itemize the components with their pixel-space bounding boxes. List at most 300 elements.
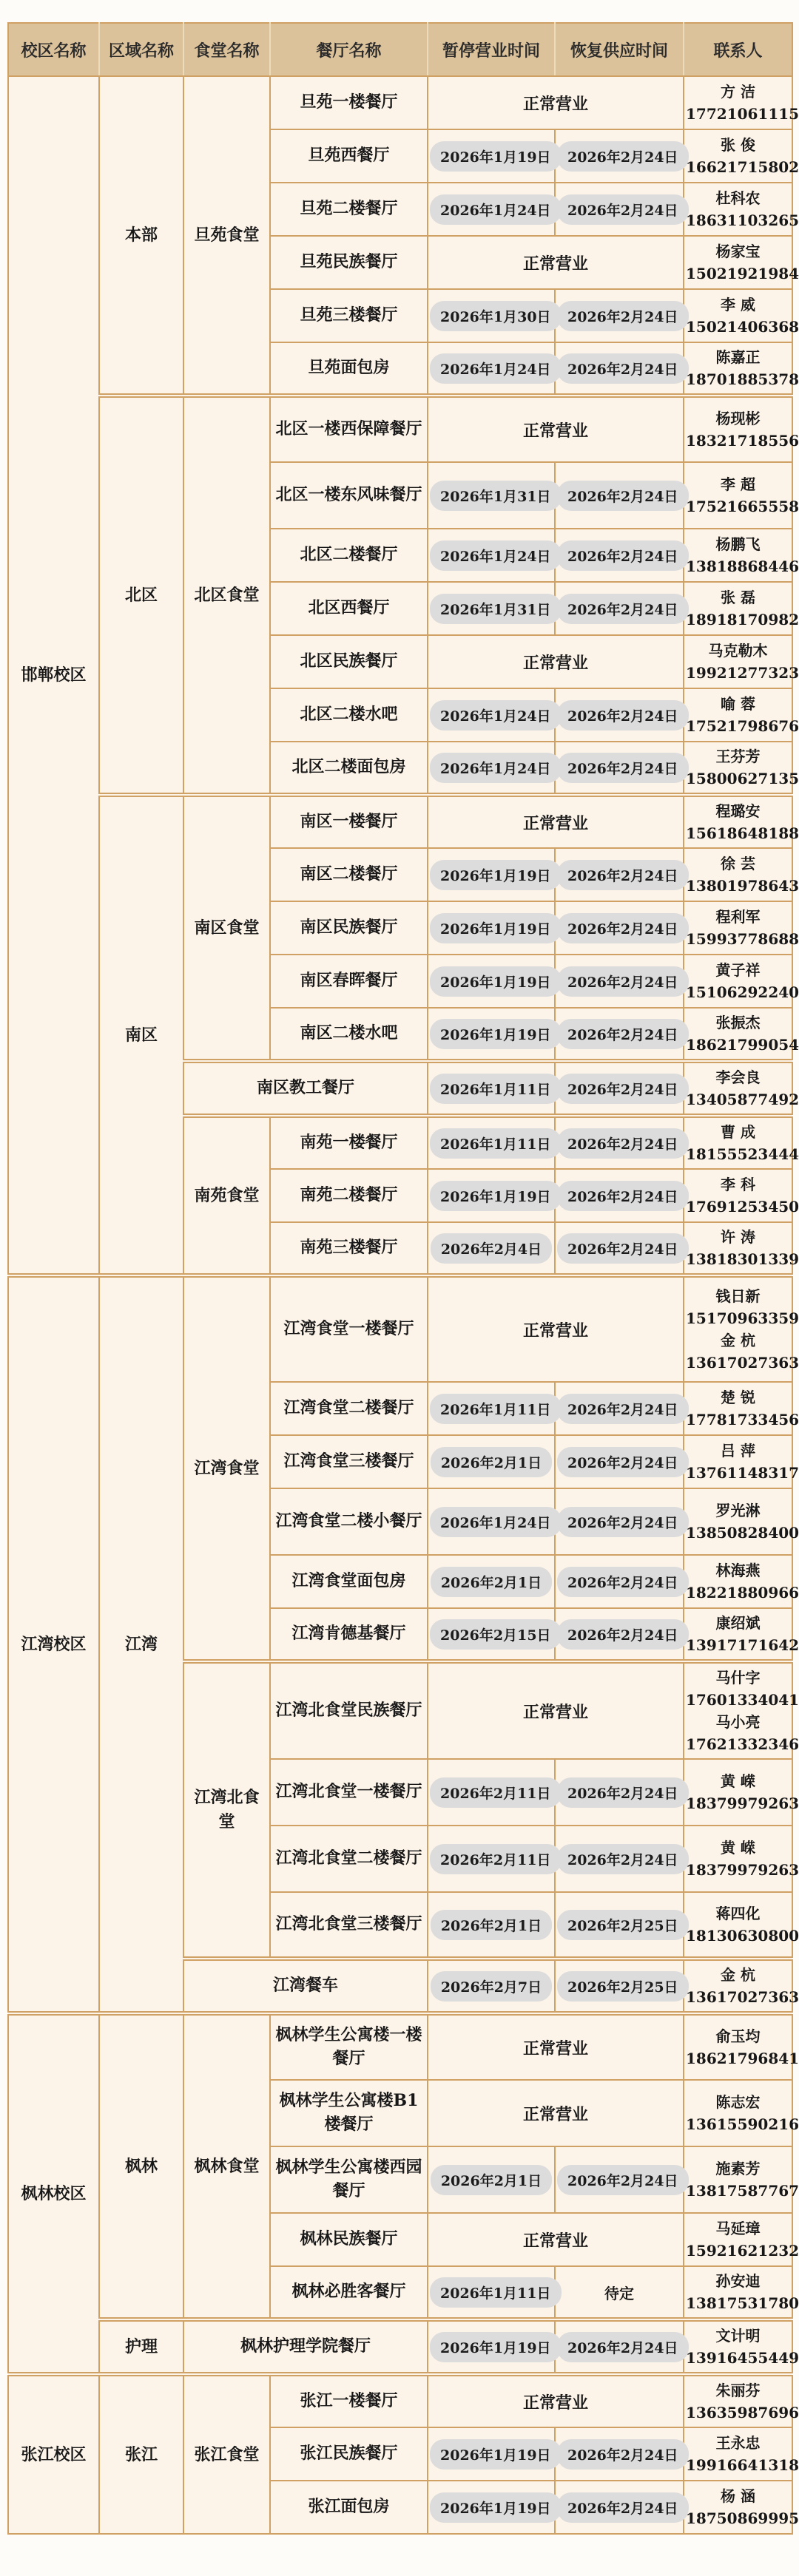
restaurant-cell: 旦苑三楼餐厅 <box>270 289 428 342</box>
suspend-date-cell <box>428 129 555 183</box>
resume-date-badge: 2026年2月24日 <box>557 1074 689 1104</box>
contact-name: 程璐安 <box>715 802 761 820</box>
restaurant-cell: 江湾北食堂二楼餐厅 <box>270 1826 428 1892</box>
contact-cell <box>684 1608 799 1661</box>
contact-phone: 18750869995 <box>686 2509 799 2527</box>
resume-date-cell <box>555 901 684 955</box>
contact-phone: 13917171642 <box>686 1636 799 1654</box>
header-row <box>8 23 792 76</box>
contact-cell <box>684 1759 799 1826</box>
resume-date-badge: 2026年2月24日 <box>557 301 689 331</box>
suspend-date-cell <box>428 901 555 955</box>
status-normal-cell: 正常营业 <box>428 1275 684 1382</box>
contact-name: 马小亮 <box>715 1713 761 1731</box>
resume-date-badge: 2026年2月24日 <box>557 1777 689 1808</box>
restaurant-cell: 南区民族餐厅 <box>270 901 428 955</box>
contact-cell <box>684 2427 799 2481</box>
contact-phone: 17691253450 <box>686 1198 799 1216</box>
area-cell: 南区 <box>99 795 183 1275</box>
status-normal-cell: 正常营业 <box>428 2374 684 2427</box>
contact-phone: 17521665558 <box>686 498 799 515</box>
contact-phone: 18321718556 <box>686 432 799 450</box>
suspend-date-badge: 2026年2月1日 <box>431 1567 552 1597</box>
resume-date-cell <box>555 2146 684 2213</box>
resume-date-cell <box>555 1892 684 1959</box>
resume-date-cell <box>555 342 684 396</box>
suspend-date-cell <box>428 1061 555 1116</box>
resume-date-cell <box>555 1061 684 1116</box>
suspend-date-badge: 2026年1月30日 <box>430 301 562 331</box>
contact-cell <box>684 2213 799 2266</box>
contact-cell <box>684 582 799 635</box>
suspend-date-badge: 2026年1月31日 <box>430 594 562 624</box>
contact-phone: 15106292240 <box>686 983 799 1001</box>
restaurant-cell: 江湾北食堂民族餐厅 <box>270 1661 428 1759</box>
restaurant-cell: 江湾食堂面包房 <box>270 1555 428 1608</box>
suspend-date-badge: 2026年1月19日 <box>430 2492 562 2523</box>
resume-date-cell <box>555 1555 684 1608</box>
table-row <box>8 2013 792 2080</box>
contact-phone: 13817531780 <box>686 2294 799 2312</box>
contact-name: 陈志宏 <box>715 2093 761 2111</box>
restaurant-cell: 北区一楼西保障餐厅 <box>270 396 428 462</box>
suspend-date-cell <box>428 1892 555 1959</box>
resume-date-cell <box>555 688 684 742</box>
resume-date-badge: 2026年2月24日 <box>557 1233 689 1264</box>
restaurant-cell: 枫林学生公寓楼B1楼餐厅 <box>270 2080 428 2146</box>
contact-name: 李会良 <box>715 1068 761 1086</box>
resume-date-cell <box>555 1826 684 1892</box>
restaurant-cell: 枫林学生公寓楼一楼餐厅 <box>270 2013 428 2080</box>
contact-phone: 18379979263 <box>686 1794 799 1812</box>
area-cell: 张江 <box>99 2374 183 2534</box>
resume-date-cell <box>555 2266 684 2319</box>
contact-name: 吕 萍 <box>721 1442 755 1460</box>
resume-date-badge: 2026年2月24日 <box>557 913 689 943</box>
resume-date-cell <box>555 129 684 183</box>
contact-name: 施素芳 <box>715 2160 761 2177</box>
header-campus: 校区名称 <box>8 23 99 76</box>
resume-date-cell <box>555 1169 684 1222</box>
canteen-cell: 南苑食堂 <box>183 1116 270 1275</box>
contact-cell <box>684 462 799 529</box>
resume-date-cell <box>555 1222 684 1275</box>
suspend-date-cell <box>428 688 555 742</box>
restaurant-cell: 江湾食堂三楼餐厅 <box>270 1435 428 1488</box>
suspend-date-cell <box>428 582 555 635</box>
resume-date-cell <box>555 1759 684 1826</box>
resume-date-badge: 2026年2月24日 <box>557 1181 689 1211</box>
contact-phone: 19921277323 <box>686 664 799 682</box>
suspend-date-badge: 2026年2月11日 <box>430 1777 562 1808</box>
resume-date-cell <box>555 1008 684 1061</box>
suspend-date-badge: 2026年1月24日 <box>430 540 562 571</box>
table-row <box>8 2319 792 2374</box>
resume-date-badge: 2026年2月25日 <box>557 1971 689 2002</box>
restaurant-cell: 张江一楼餐厅 <box>270 2374 428 2427</box>
contact-phone: 15993778688 <box>686 930 799 948</box>
restaurant-cell: 南区春晖餐厅 <box>270 955 428 1008</box>
suspend-date-cell <box>428 1759 555 1826</box>
suspend-date-cell <box>428 1222 555 1275</box>
resume-date-cell <box>555 1116 684 1169</box>
contact-name: 陈嘉正 <box>715 348 761 366</box>
status-normal-cell: 正常营业 <box>428 2213 684 2266</box>
area-cell: 护理 <box>99 2319 183 2374</box>
contact-phone: 15170963359 <box>686 1309 799 1327</box>
area-cell: 北区 <box>99 396 183 795</box>
resume-date-cell <box>555 1959 684 2013</box>
contact-name: 罗光淋 <box>715 1502 761 1519</box>
contact-cell <box>684 1275 799 1382</box>
contact-phone: 13615590216 <box>686 2115 799 2133</box>
contact-name: 张 俊 <box>721 136 755 154</box>
restaurant-cell: 北区二楼面包房 <box>270 742 428 795</box>
contact-name: 孙安迪 <box>715 2272 761 2290</box>
resume-date-badge: 2026年2月24日 <box>557 753 689 783</box>
suspend-date-badge: 2026年1月24日 <box>430 353 562 384</box>
canteen-cell: 江湾北食堂 <box>183 1661 270 1959</box>
contact-cell <box>684 1959 799 2013</box>
canteen-restaurant-merged-cell: 枫林护理学院餐厅 <box>183 2319 428 2374</box>
contact-phone: 18155523444 <box>686 1145 799 1163</box>
contact-name: 张 磊 <box>721 589 755 606</box>
suspend-date-cell <box>428 529 555 582</box>
table-row <box>8 1275 792 1382</box>
contact-cell <box>684 129 799 183</box>
resume-date-cell <box>555 462 684 529</box>
contact-name: 马克勒木 <box>708 642 768 660</box>
contact-cell <box>684 1008 799 1061</box>
header-suspend-time: 暂停营业时间 <box>428 23 555 76</box>
suspend-date-badge: 2026年1月19日 <box>430 1019 562 1049</box>
resume-date-badge: 2026年2月24日 <box>557 481 689 511</box>
contact-cell <box>684 1382 799 1435</box>
suspend-date-badge: 2026年1月19日 <box>430 1181 562 1211</box>
resume-date-cell <box>555 1435 684 1488</box>
header-resume-time: 恢复供应时间 <box>555 23 684 76</box>
resume-date-cell <box>555 742 684 795</box>
suspend-date-badge: 2026年1月11日 <box>430 1394 562 1424</box>
resume-date-cell <box>555 183 684 236</box>
campus-cell: 张江校区 <box>8 2374 99 2534</box>
canteen-cell: 旦苑食堂 <box>183 76 270 396</box>
suspend-date-badge: 2026年1月19日 <box>430 2332 562 2362</box>
contact-name: 杨家宝 <box>715 243 761 260</box>
suspend-date-cell <box>428 1826 555 1892</box>
resume-date-badge: 2026年2月24日 <box>557 353 689 384</box>
suspend-date-badge: 2026年2月7日 <box>431 1971 552 2002</box>
contact-name: 杜科农 <box>715 189 761 207</box>
contact-name: 张振杰 <box>715 1014 761 1031</box>
contact-phone: 17721061115 <box>686 105 799 123</box>
restaurant-cell: 北区民族餐厅 <box>270 635 428 688</box>
contact-name: 王芬芳 <box>715 748 761 765</box>
contact-cell <box>684 1116 799 1169</box>
suspend-date-badge: 2026年1月24日 <box>430 700 562 731</box>
canteen-cell: 张江食堂 <box>183 2374 270 2534</box>
restaurant-cell: 张江民族餐厅 <box>270 2427 428 2481</box>
contact-phone: 16621715802 <box>686 158 799 176</box>
suspend-date-badge: 2026年1月31日 <box>430 481 562 511</box>
contact-phone: 13850828400 <box>686 1524 799 1542</box>
restaurant-cell: 旦苑民族餐厅 <box>270 236 428 289</box>
contact-name: 林海燕 <box>715 1562 761 1579</box>
contact-cell <box>684 688 799 742</box>
resume-date-cell <box>555 1382 684 1435</box>
suspend-date-cell <box>428 1116 555 1169</box>
suspend-date-badge: 2026年1月24日 <box>430 753 562 783</box>
restaurant-cell: 江湾食堂二楼餐厅 <box>270 1382 428 1435</box>
contact-phone: 17601334041 <box>686 1691 799 1709</box>
area-cell: 本部 <box>99 76 183 396</box>
contact-phone: 19916641318 <box>686 2456 799 2474</box>
contact-name: 俞玉均 <box>715 2027 761 2045</box>
campus-cell: 江湾校区 <box>8 1275 99 2013</box>
suspend-date-badge: 2026年2月11日 <box>430 1844 562 1874</box>
contact-cell <box>684 742 799 795</box>
contact-phone: 18221880966 <box>686 1584 799 1601</box>
status-normal-cell: 正常营业 <box>428 76 684 129</box>
contact-name: 杨现彬 <box>715 410 761 427</box>
restaurant-cell: 旦苑西餐厅 <box>270 129 428 183</box>
header-restaurant: 餐厅名称 <box>270 23 428 76</box>
status-normal-cell: 正常营业 <box>428 2013 684 2080</box>
contact-cell <box>684 1555 799 1608</box>
restaurant-cell: 江湾食堂二楼小餐厅 <box>270 1488 428 1555</box>
suspend-date-cell <box>428 1555 555 1608</box>
resume-date-badge: 2026年2月24日 <box>557 966 689 997</box>
resume-date-badge: 2026年2月24日 <box>557 1128 689 1159</box>
header-contact: 联系人 <box>684 23 792 76</box>
contact-name: 文计明 <box>715 2327 761 2345</box>
resume-date-cell <box>555 1488 684 1555</box>
contact-name: 钱日新 <box>715 1287 761 1305</box>
contact-name: 马延璋 <box>715 2220 761 2237</box>
contact-name: 程利军 <box>715 908 761 926</box>
resume-date-badge: 2026年2月24日 <box>557 860 689 890</box>
restaurant-cell: 旦苑面包房 <box>270 342 428 396</box>
canteen-restaurant-merged-cell: 南区教工餐厅 <box>183 1061 428 1116</box>
contact-cell <box>684 76 799 129</box>
suspend-date-cell <box>428 2266 555 2319</box>
contact-cell <box>684 2266 799 2319</box>
suspend-date-cell <box>428 1435 555 1488</box>
contact-phone: 13818868446 <box>686 557 799 575</box>
contact-cell <box>684 2146 799 2213</box>
table-row <box>8 396 792 462</box>
header-area: 区域名称 <box>99 23 183 76</box>
restaurant-cell: 枫林民族餐厅 <box>270 2213 428 2266</box>
contact-name: 曹 成 <box>721 1123 755 1141</box>
restaurant-cell: 北区二楼水吧 <box>270 688 428 742</box>
contact-name: 许 涛 <box>721 1228 755 1246</box>
restaurant-cell: 南苑二楼餐厅 <box>270 1169 428 1222</box>
contact-cell <box>684 289 799 342</box>
contact-name: 蒋四化 <box>715 1905 761 1922</box>
resume-date-cell <box>555 289 684 342</box>
campus-cell: 枫林校区 <box>8 2013 99 2374</box>
contact-cell <box>684 342 799 396</box>
suspend-date-badge: 2026年1月24日 <box>430 1507 562 1537</box>
resume-date-badge: 2026年2月24日 <box>557 594 689 624</box>
restaurant-cell: 北区西餐厅 <box>270 582 428 635</box>
suspend-date-cell <box>428 1959 555 2013</box>
resume-date-badge: 2026年2月24日 <box>557 700 689 731</box>
contact-cell <box>684 635 799 688</box>
resume-date-cell <box>555 955 684 1008</box>
contact-name: 朱丽芬 <box>715 2382 761 2399</box>
resume-date-badge: 2026年2月24日 <box>557 540 689 571</box>
contact-cell <box>684 2481 799 2534</box>
contact-name: 楚 锐 <box>721 1389 755 1406</box>
contact-phone: 13801978643 <box>686 877 799 895</box>
suspend-date-badge: 2026年2月15日 <box>430 1619 562 1650</box>
contact-phone: 18130630800 <box>686 1927 799 1945</box>
resume-date-badge: 2026年2月24日 <box>557 141 689 172</box>
status-normal-cell: 正常营业 <box>428 396 684 462</box>
suspend-date-badge: 2026年1月11日 <box>430 1128 562 1159</box>
suspend-date-badge: 2026年2月4日 <box>431 1233 552 1264</box>
restaurant-cell: 南区二楼餐厅 <box>270 848 428 901</box>
resume-date-badge: 2026年2月24日 <box>557 1619 689 1650</box>
suspend-date-cell <box>428 342 555 396</box>
contact-name: 李 超 <box>721 475 755 493</box>
resume-date-badge: 2026年2月24日 <box>557 2332 689 2362</box>
resume-date-badge: 2026年2月24日 <box>557 1019 689 1049</box>
contact-phone: 15921621232 <box>686 2242 799 2260</box>
contact-cell <box>684 1061 799 1116</box>
contact-cell <box>684 236 799 289</box>
suspend-date-badge: 2026年1月19日 <box>430 913 562 943</box>
contact-name: 金 杭 <box>721 1332 755 1349</box>
resume-date-badge: 2026年2月24日 <box>557 1447 689 1477</box>
contact-phone: 13916455449 <box>686 2349 799 2367</box>
header-canteen: 食堂名称 <box>183 23 270 76</box>
restaurant-cell: 北区一楼东风味餐厅 <box>270 462 428 529</box>
contact-cell <box>684 2013 799 2080</box>
contact-phone: 18701885378 <box>686 370 799 388</box>
resume-date-cell <box>555 2319 684 2374</box>
canteen-cell: 南区食堂 <box>183 795 270 1061</box>
suspend-date-badge: 2026年1月19日 <box>430 2439 562 2470</box>
restaurant-cell: 江湾北食堂一楼餐厅 <box>270 1759 428 1826</box>
resume-date-badge: 2026年2月24日 <box>557 2439 689 2470</box>
resume-date-badge: 2026年2月24日 <box>557 1567 689 1597</box>
contact-cell <box>684 2374 799 2427</box>
resume-tbd-text: 待定 <box>604 2284 634 2302</box>
restaurant-cell: 旦苑一楼餐厅 <box>270 76 428 129</box>
contact-name: 方 洁 <box>721 83 755 101</box>
suspend-date-badge: 2026年2月1日 <box>431 1447 552 1477</box>
table-row <box>8 795 792 848</box>
resume-date-badge: 2026年2月24日 <box>557 194 689 225</box>
resume-date-cell <box>555 2427 684 2481</box>
restaurant-cell: 江湾北食堂三楼餐厅 <box>270 1892 428 1959</box>
contact-name: 喻 蓉 <box>721 695 755 713</box>
contact-phone: 13818301339 <box>686 1250 799 1268</box>
status-normal-cell: 正常营业 <box>428 795 684 848</box>
resume-date-cell <box>555 582 684 635</box>
contact-name: 黄 嵘 <box>721 1839 755 1857</box>
suspend-date-cell <box>428 2319 555 2374</box>
contact-cell <box>684 1661 799 1759</box>
status-normal-cell: 正常营业 <box>428 2080 684 2146</box>
suspend-date-cell <box>428 1488 555 1555</box>
suspend-date-badge: 2026年1月19日 <box>430 860 562 890</box>
suspend-date-cell <box>428 848 555 901</box>
resume-date-badge: 2026年2月25日 <box>557 1910 689 1940</box>
resume-date-cell <box>555 529 684 582</box>
contact-cell <box>684 529 799 582</box>
contact-name: 杨 涵 <box>721 2487 755 2505</box>
contact-phone: 18379979263 <box>686 1861 799 1879</box>
contact-phone: 18621799054 <box>686 1036 799 1054</box>
contact-cell <box>684 1169 799 1222</box>
resume-date-cell <box>555 1608 684 1661</box>
contact-cell <box>684 1435 799 1488</box>
contact-name: 黄 嵘 <box>721 1772 755 1790</box>
resume-date-badge: 2026年2月24日 <box>557 1394 689 1424</box>
restaurant-cell: 北区二楼餐厅 <box>270 529 428 582</box>
contact-phone: 15021406368 <box>686 318 799 336</box>
contact-cell <box>684 1826 799 1892</box>
contact-name: 李 威 <box>721 296 755 313</box>
status-normal-cell: 正常营业 <box>428 1661 684 1759</box>
contact-cell <box>684 1892 799 1959</box>
contact-phone: 18621796841 <box>686 2050 799 2067</box>
status-normal-cell: 正常营业 <box>428 236 684 289</box>
table-row <box>8 2374 792 2427</box>
contact-phone: 13617027363 <box>686 1354 799 1372</box>
suspend-date-badge: 2026年1月19日 <box>430 966 562 997</box>
suspend-date-cell <box>428 462 555 529</box>
contact-name: 康绍斌 <box>715 1614 761 1632</box>
suspend-date-cell <box>428 289 555 342</box>
suspend-date-cell <box>428 2146 555 2213</box>
contact-name: 黄子祥 <box>715 961 761 979</box>
contact-name: 李 科 <box>721 1176 755 1193</box>
area-cell: 枫林 <box>99 2013 183 2319</box>
contact-name: 杨鹏飞 <box>715 535 761 553</box>
contact-cell <box>684 848 799 901</box>
contact-phone: 13405877492 <box>686 1091 799 1108</box>
suspend-date-badge: 2026年1月19日 <box>430 141 562 172</box>
restaurant-cell: 江湾肯德基餐厅 <box>270 1608 428 1661</box>
resume-date-cell <box>555 2481 684 2534</box>
contact-cell <box>684 2319 799 2374</box>
suspend-date-cell <box>428 742 555 795</box>
canteen-cell: 枫林食堂 <box>183 2013 270 2319</box>
restaurant-cell: 南苑一楼餐厅 <box>270 1116 428 1169</box>
suspend-date-badge: 2026年1月24日 <box>430 194 562 225</box>
contact-phone: 13617027363 <box>686 1988 799 2006</box>
contact-cell <box>684 1488 799 1555</box>
suspend-date-cell <box>428 1169 555 1222</box>
contact-phone: 17621332346 <box>686 1735 799 1753</box>
canteen-cell: 江湾食堂 <box>183 1275 270 1661</box>
resume-date-cell <box>555 848 684 901</box>
contact-phone: 13635987696 <box>686 2404 799 2421</box>
suspend-date-badge: 2026年2月1日 <box>431 1910 552 1940</box>
restaurant-cell: 张江面包房 <box>270 2481 428 2534</box>
canteen-schedule-table <box>7 22 799 2535</box>
contact-cell <box>684 396 799 462</box>
contact-phone: 15800627135 <box>686 770 799 787</box>
contact-cell <box>684 1222 799 1275</box>
canteen-cell: 北区食堂 <box>183 396 270 795</box>
contact-phone: 13817587767 <box>686 2182 799 2200</box>
